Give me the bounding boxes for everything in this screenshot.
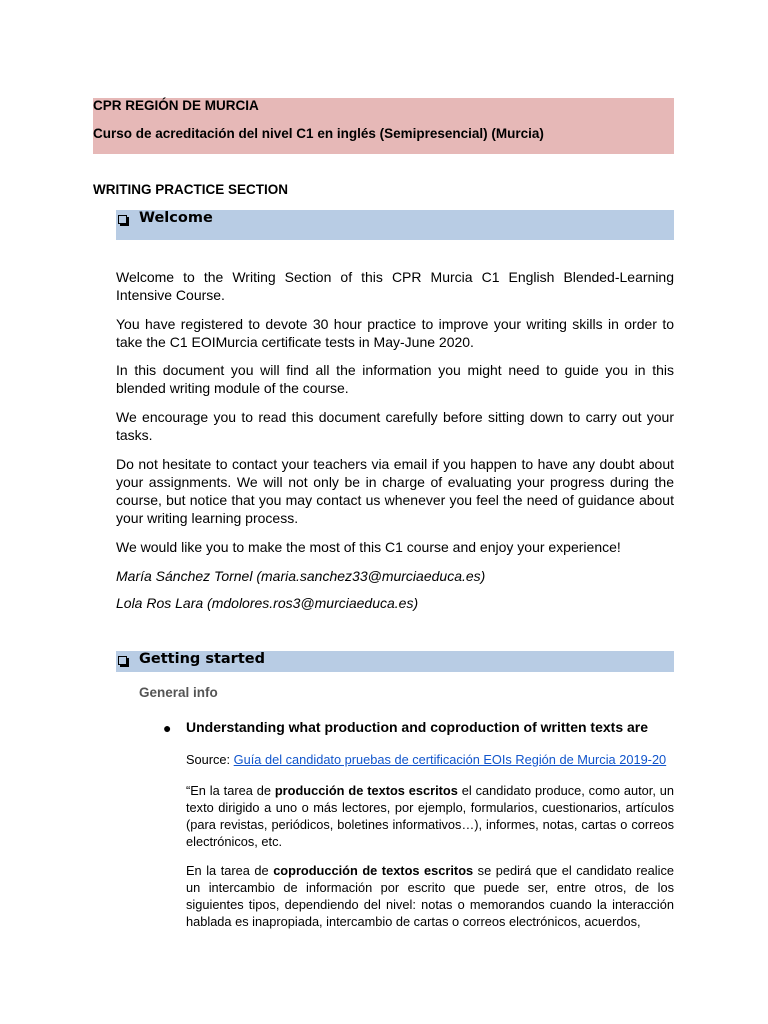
welcome-paragraph: We encourage you to read this document carefully before sitting down to carry out your tasks.	[116, 409, 674, 443]
quote-post: el candidato produce, como autor, un texto dirigido a uno o más lectores, por ejemplo, formularios, cuestionarios, artículos (para revistas, periódicos, boletines informativos…), informes, notas, cartas o correos electrónicos, etc.	[186, 783, 675, 849]
org-title: CPR REGIÓN DE MURCIA	[93, 98, 259, 113]
quote-coproduction	[186, 862, 674, 930]
welcome-paragraph: We would like you to make the most of this C1 course and enjoy your experience!	[116, 539, 621, 555]
source-link[interactable]: Guía del candidato pruebas de certificación EOIs Región de Murcia 2019-20	[233, 752, 667, 767]
quote-post: se pedirá que el candidato realice un intercambio de información por escrito que puede ser, entre otros, de los siguientes tipos, dependiendo del nivel: notas o memorandos cuando la interacción hablada es inapropiada, intercambio de cartas o correos electrónicos, acuerdos,	[186, 863, 674, 929]
welcome-paragraph: You have registered to devote 30 hour practice to improve your writing skills in order to take the C1 EOIMurcia certificate tests in May-June 2020.	[116, 316, 674, 350]
source-label: Source:	[186, 752, 234, 767]
checkbox-bullet-icon	[118, 215, 127, 224]
bullet-heading: Understanding what production and coproduction of written texts are	[186, 719, 649, 735]
signature-lola: Lola Ros Lara (mdolores.ros3@murciaeduca.es)	[116, 595, 419, 611]
quote-bold-term: producción de textos escritos	[274, 783, 458, 798]
quote-pre: En la tarea de	[186, 863, 274, 878]
section-label: WRITING PRACTICE SECTION	[93, 182, 288, 197]
bullet-dot-icon: ●	[163, 720, 172, 736]
welcome-paragraph: Do not hesitate to contact your teachers via email if you happen to have any doubt about your assignments. We will not only be in charge of evaluating your progress during the course, but notice that you may contact us whenever you feel the need of guidance about your writing learning process.	[116, 456, 674, 526]
quote-bold-term: coproducción de textos escritos	[273, 863, 474, 878]
welcome-paragraph: In this document you will find all the information you might need to guide you in this blended writing module of the course.	[116, 362, 674, 396]
signature-maria: María Sánchez Tornel (maria.sanchez33@murciaeduca.es)	[116, 568, 486, 584]
quote-production	[186, 782, 674, 850]
checkbox-bullet-icon	[118, 656, 127, 665]
welcome-paragraph: Welcome to the Writing Section of this CPR Murcia C1 English Blended-Learning Intensive Course.	[116, 269, 674, 303]
welcome-heading-bar	[116, 210, 674, 240]
getting-started-heading-bar	[116, 651, 674, 672]
getting-started-heading: Getting started	[139, 651, 265, 667]
course-title: Curso de acreditación del nivel C1 en inglés (Semipresencial) (Murcia)	[93, 126, 544, 141]
source-line	[186, 751, 674, 768]
quote-pre: “En la tarea de	[186, 783, 275, 798]
welcome-heading: Welcome	[139, 210, 213, 226]
general-info-subhead: General info	[139, 685, 218, 700]
course-header	[93, 98, 674, 154]
